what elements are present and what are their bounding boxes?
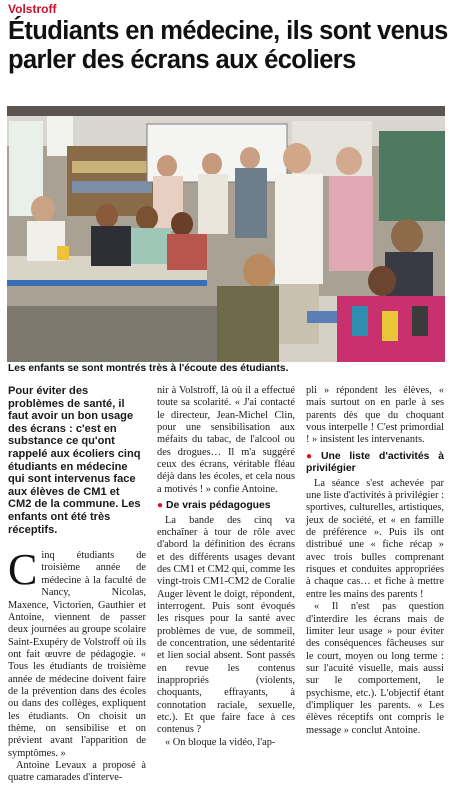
article-paragraph: pli » répondent les élèves, « mais surtout on en parle à ses parents dès que du choquant vous interpelle ! C'est primordial ! » insistent les intervenants.	[306, 385, 444, 446]
article-headline: Étudiants en médecine, ils sont venus parler des écrans aux écoliers	[8, 17, 448, 74]
subheading	[306, 451, 444, 476]
paragraph-text: inq étudiants de troisième année de médecine à la faculté de Nancy, Nicolas, Maxence, Victorien, Gauthier et Antoine, viennent de passer deux journées au groupe scolaire Saint-Exupéry de Volstroff où ils ont fait œuvre de pédagogie. « Tous les étudiants de troisième année de médecine doivent faire de la prévention dans des écoles ou dans des collèges, expliquent les étudiants. On choisit un thème, on sensibilise et on prévient avant l'apparition de symptômes. »	[8, 550, 146, 759]
subheading	[157, 500, 295, 513]
article-column-3	[306, 385, 444, 737]
article-paragraph: « On bloque la vidéo, l'ap-	[165, 736, 276, 748]
article-paragraph: Antoine Levaux a proposé à quatre camarades d'interve-	[8, 759, 146, 784]
article-column-1	[8, 385, 146, 785]
section-label: Volstroff	[8, 2, 57, 16]
article-paragraph: La bande des cinq va enchaîner à tour de rôle avec d'abord la définition des écrans et des différents usages devant des CM1 et CM2 qui, comme les vingt-trois CM1-CM2 de Coralie Auger lèvent le doigt, répondent, interrogent. Puis sont évoqués les risques pour la santé avec problèmes de vue, de sommeil, de concentration, une sédentarité et lien social absent. Sont passés en revue les contenus inappropriés (violents, choquants, effrayants, à connotation raciale, sexuelle, etc.). Et que faire face à ces contenus ?	[157, 514, 295, 736]
photo-caption: Les enfants se sont montrés très à l'écoute des étudiants.	[8, 363, 289, 374]
article-paragraph: nir à Volstroff, là où il a effectué toute sa scolarité. « J'ai contacté le directeur, Jean-Michel Clin, pour une sensibilisation aux méfaits du tabac, de l'alcool ou des drogues… Il m'a suggéré ceux des écrans, véritable fléau déjà dans les écoles, et cela nous a motivés ! » confie Antoine.	[157, 385, 295, 495]
article-lead: Pour éviter des problèmes de santé, il faut avoir un bon usage des écrans : c'est en substance ce qu'ont rappelé aux écoliers cinq étudiants en médecine qui sont intervenus face aux élèves de CM1 et CM2 de la commune. Les enfants ont été très réceptifs.	[8, 385, 141, 536]
article-paragraph: « Il n'est pas question d'interdire les écrans mais de limiter leur usage » pour éviter des conséquences fâcheuses sur le court, moyen ou long terme : sur l'acuité visuelle, mais aussi sur le comportement, le psychisme, etc.). L'objectif étant d'impliquer les parents. « Les élèves réceptifs ont compris le message » conclut Antoine.	[306, 601, 444, 736]
classroom-photo	[7, 106, 445, 362]
article-paragraph	[8, 545, 146, 760]
subheading-text: Une liste d'activités à privilégier	[306, 450, 444, 475]
article-photo	[7, 106, 445, 362]
drop-cap: C	[8, 545, 38, 595]
article-column-2	[157, 385, 295, 749]
bullet-icon: ●	[306, 450, 318, 462]
article-paragraph: La séance s'est achevée par une liste d'activités à privilégier : sportives, culturelles, artistiques, jeux de société, et « en famille de préférence ». Puis ils ont distribué une « fiche récap » avec trois bulles comprenant risques et conduites appropriées à chaque cas… et fiche à mettre entre les mains des parents !	[306, 477, 444, 600]
bullet-icon: ●	[157, 500, 164, 512]
subheading-text: De vrais pédagogues	[166, 500, 271, 512]
